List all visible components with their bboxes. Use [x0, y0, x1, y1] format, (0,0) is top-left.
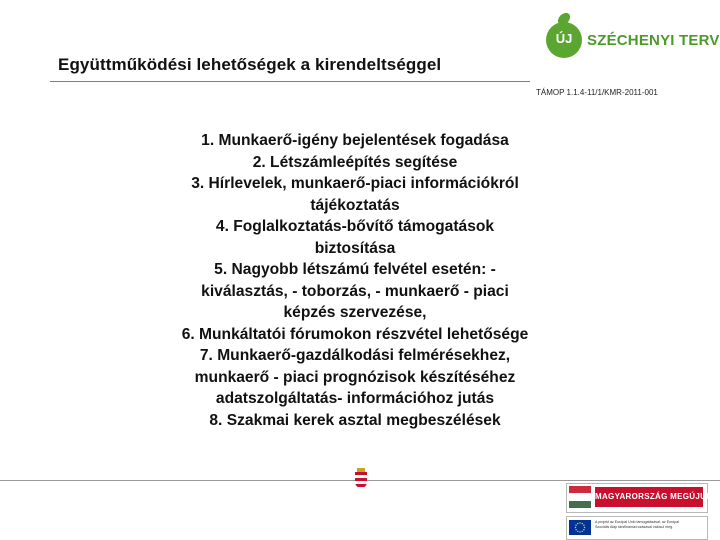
list-item [130, 345, 580, 410]
page-title: Együttműködési lehetőségek a kirendeltséggel [58, 55, 442, 74]
list-item-line: 1. Munkaerő-igény bejelentések fogadása [201, 132, 509, 149]
eu-support-notice [566, 516, 708, 540]
list-item-line: adatszolgáltatás- információhoz jutás [215, 390, 495, 407]
list-item-line: 3. Hírlevelek, munkaerő-piaci információkról [191, 175, 519, 192]
magyarorszag-megujul-banner [566, 483, 712, 513]
eu-flag-icon [569, 520, 591, 535]
eu-notice-line: Szociális Alap társfinanszírozásával valósul meg. [595, 525, 674, 529]
logo-badge: ÚJ [555, 31, 573, 46]
hungarian-flag-icon [569, 486, 591, 508]
list-item-line: 5. Nagyobb létszámú felvétel esetén: - [214, 261, 496, 278]
eu-notice-text [595, 520, 705, 530]
logo-name: SZÉCHENYI TERV [587, 32, 720, 49]
list-item [130, 410, 580, 432]
cooperation-list [130, 130, 580, 431]
project-code: TÁMOP 1.1.4-11/1/KMR-2011-001 [536, 88, 658, 97]
title-divider [50, 81, 530, 82]
leaf-icon [556, 11, 573, 28]
list-item-line: tájékoztatás [310, 196, 400, 214]
list-item [130, 130, 580, 152]
list-item-line: kiválasztás, - toborzás, - munkaerő - piaci [201, 282, 509, 300]
list-item [130, 259, 580, 324]
list-item [130, 324, 580, 346]
eu-notice-line: A projekt az Európai Unió támogatásával, az Európai [595, 520, 680, 524]
shield-icon [355, 472, 367, 488]
list-item-line: 2. Létszámleépítés segítése [252, 153, 458, 171]
list-item-line: munkaerő - piaci prognózisok készítéséhez [194, 368, 516, 386]
list-item-line: 7. Munkaerő-gazdálkodási felmérésekhez, [199, 347, 511, 364]
list-item-line: biztosítása [314, 239, 396, 257]
list-item [130, 152, 580, 174]
list-item-line: 4. Foglalkoztatás-bővítő támogatások [215, 218, 495, 235]
list-item [130, 216, 580, 259]
list-item-line: 8. Szakmai kerek asztal megbeszélések [209, 411, 501, 429]
coat-of-arms-icon [355, 468, 367, 490]
banner-text: MAGYARORSZÁG MEGÚJUL [595, 487, 703, 507]
list-item-line: képzés szervezése, [283, 304, 427, 321]
list-item-line: 6. Munkáltatói fórumokon részvétel lehetősége [181, 325, 529, 343]
list-item [130, 173, 580, 216]
szechenyi-terv-logo [546, 20, 720, 68]
